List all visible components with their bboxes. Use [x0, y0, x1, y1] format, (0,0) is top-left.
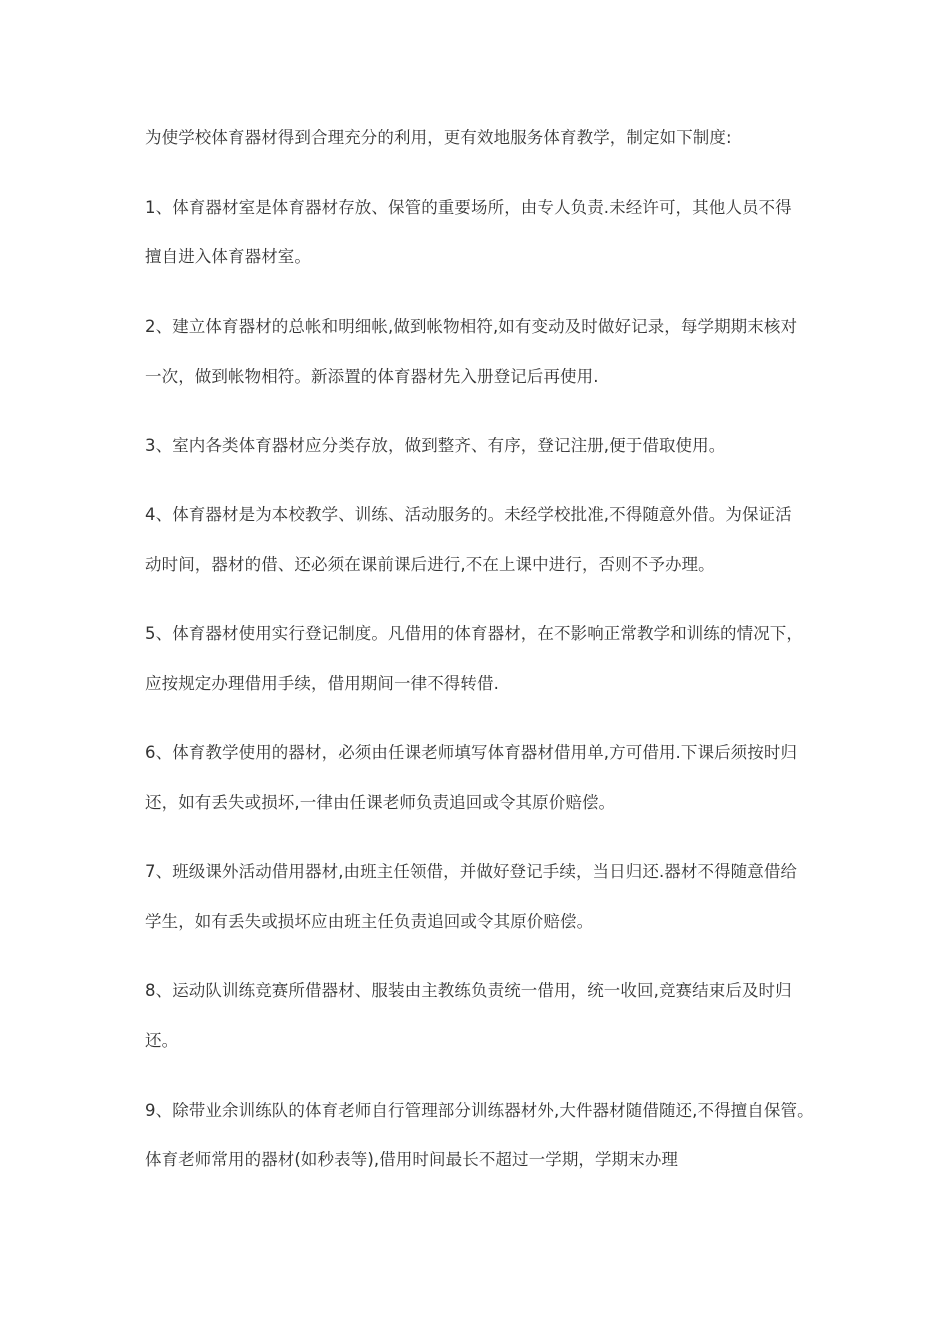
rule-2-line-2: 一次，做到帐物相符。新添置的体育器材先入册登记后再使用.: [145, 367, 599, 386]
rule-9-line-1: 9、除带业余训练队的体育老师自行管理部分训练器材外,大件器材随借随还,不得擅自保管。: [145, 1101, 814, 1120]
rule-9-line-2: 体育老师常用的器材(如秒表等),借用时间最长不超过一学期，学期末办理: [145, 1150, 679, 1169]
rule-5-line-1: 5、体育器材使用实行登记制度。凡借用的体育器材，在不影响正常教学和训练的情况下，: [145, 624, 803, 643]
rule-8-line-2: 还。: [145, 1031, 179, 1050]
rule-4-line-2: 动时间，器材的借、还必须在课前课后进行,不在上课中进行，否则不予办理。: [145, 555, 715, 574]
intro-paragraph: 为使学校体育器材得到合理充分的利用，更有效地服务体育教学，制定如下制度:: [145, 128, 732, 147]
rule-7-line-2: 学生，如有丢失或损坏应由班主任负责追回或令其原价赔偿。: [145, 912, 594, 931]
rule-3-line-1: 3、室内各类体育器材应分类存放，做到整齐、有序，登记注册,便于借取使用。: [145, 436, 726, 455]
rule-4-line-1: 4、体育器材是为本校教学、训练、活动服务的。未经学校批准,不得随意外借。为保证活: [145, 505, 792, 524]
rule-6-line-2: 还，如有丢失或损坏,一律由任课老师负责追回或令其原价赔偿。: [145, 793, 616, 812]
rule-1-line-1: 1、体育器材室是体育器材存放、保管的重要场所，由专人负责.未经许可，其他人员不得: [145, 198, 792, 217]
rule-5-line-2: 应按规定办理借用手续，借用期间一律不得转借.: [145, 674, 499, 693]
rule-7-line-1: 7、班级课外活动借用器材,由班主任领借，并做好登记手续，当日归还.器材不得随意借给: [145, 862, 798, 881]
rule-2-line-1: 2、建立体育器材的总帐和明细帐,做到帐物相符,如有变动及时做好记录，每学期期末核对: [145, 317, 798, 336]
rule-1-line-2: 擅自进入体育器材室。: [145, 247, 311, 266]
rule-6-line-1: 6、体育教学使用的器材，必须由任课老师填写体育器材借用单,方可借用.下课后须按时归: [145, 743, 798, 762]
rule-8-line-1: 8、运动队训练竞赛所借器材、服装由主教练负责统一借用，统一收回,竞赛结束后及时归: [145, 981, 792, 1000]
